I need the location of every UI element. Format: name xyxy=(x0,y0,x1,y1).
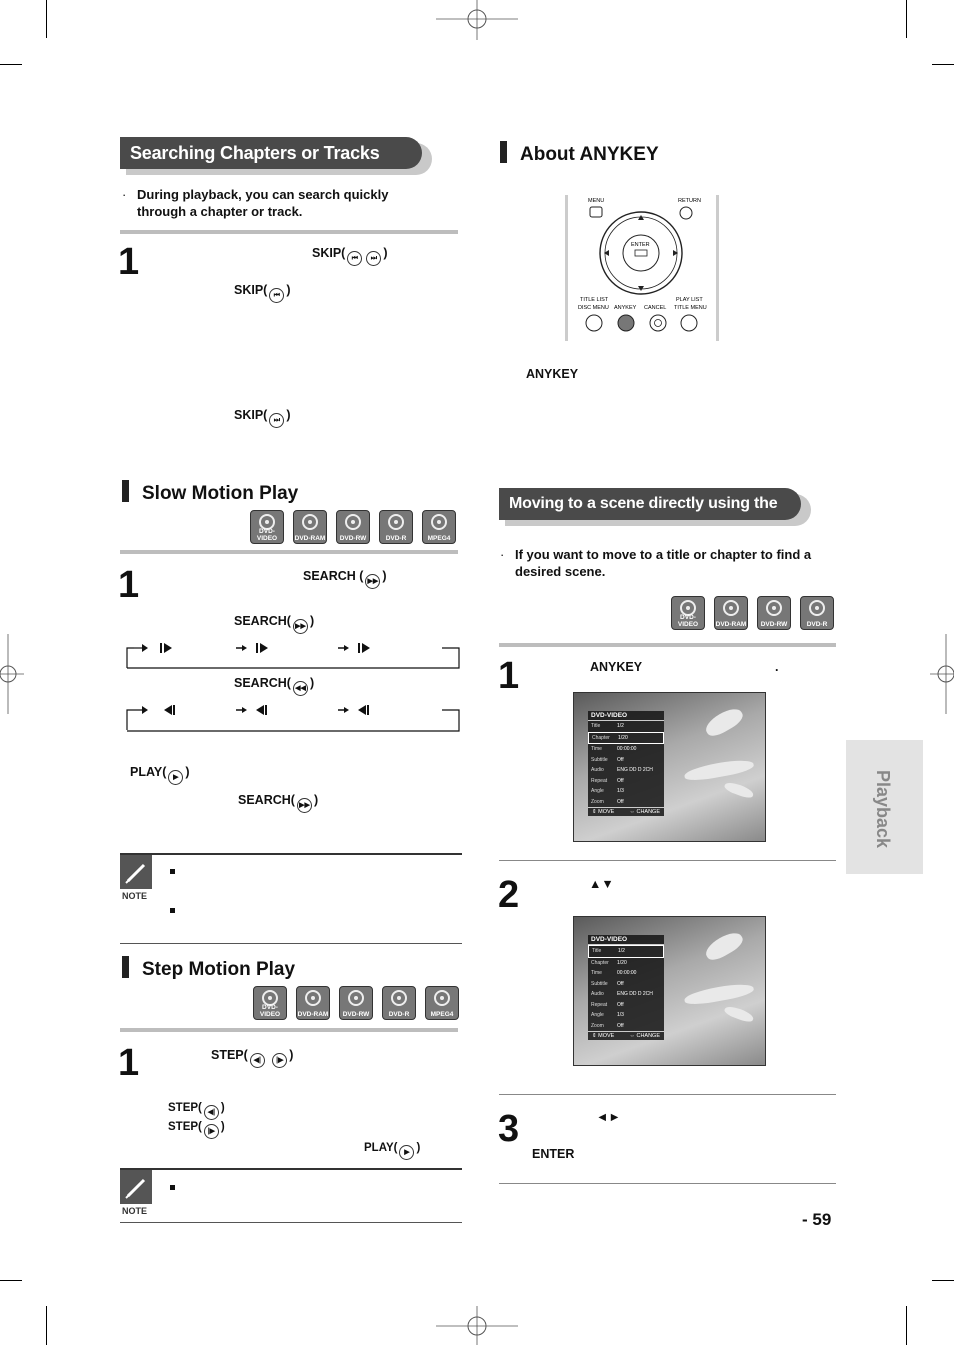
bullet-text: · During playback, you can search quickly through a chapter or track. xyxy=(122,187,389,219)
search-icon: ▶▶ xyxy=(297,798,312,813)
search-label: SEARCH ( ▶▶ ) xyxy=(303,569,387,589)
divider xyxy=(499,1094,836,1095)
skip-forward-icon: ⏭ xyxy=(269,413,284,428)
search-forward-icon: ▶▶ xyxy=(293,619,308,634)
disc-icon: MPEG4 xyxy=(422,510,456,544)
search-label: SEARCH( ◀◀ ) xyxy=(234,676,314,696)
step-label: STEP( |▶ ) xyxy=(168,1121,225,1139)
crop-mark xyxy=(0,1280,22,1281)
step-back-icon: ◀| xyxy=(204,1105,219,1120)
skip-back-icon: ⏮ xyxy=(347,251,362,266)
note-top-rule xyxy=(120,1168,462,1170)
disc-menu-text: DISC MENU xyxy=(578,305,609,311)
disc-icon: DVD-VIDEO xyxy=(253,986,287,1020)
note-bullet xyxy=(170,1185,175,1190)
disc-icons xyxy=(253,986,459,1020)
return-text: RETURN xyxy=(678,198,701,204)
step-number: 1 xyxy=(118,1042,140,1084)
step-number: 3 xyxy=(498,1108,520,1150)
section-title: Searching Chapters or Tracks xyxy=(120,137,422,169)
skip-forward-icon: ⏭ xyxy=(366,251,381,266)
enter-label: ENTER xyxy=(532,1147,575,1161)
disc-icon: DVD-RAM xyxy=(293,510,327,544)
anykey-label: ANYKEY xyxy=(526,367,579,381)
bullet-text: · If you want to move to a title or chapter to find a desired scene. xyxy=(500,547,812,579)
section-heading-step-motion: Step Motion Play xyxy=(122,956,295,981)
disc-icon: DVD-RAM xyxy=(714,596,748,630)
registration-mark-bottom xyxy=(436,1306,518,1345)
page-number: - 59 xyxy=(802,1210,832,1229)
search-label: SEARCH( ▶▶ ) xyxy=(238,793,318,813)
period: . xyxy=(775,660,779,674)
menu-text: MENU xyxy=(588,198,605,204)
disc-icon: DVD-VIDEO xyxy=(671,596,705,630)
note-label: NOTE xyxy=(122,1206,148,1216)
disc-icon: DVD-RAM xyxy=(296,986,330,1020)
disc-icons xyxy=(671,596,834,630)
title-menu-text: TITLE MENU xyxy=(674,305,707,311)
disc-icon: DVD-R xyxy=(379,510,413,544)
disc-icon: DVD-VIDEO xyxy=(250,510,284,544)
skip-label: SKIP( ⏮ ⏭ ) xyxy=(312,246,388,266)
disc-icon: DVD-R xyxy=(382,986,416,1020)
cancel-text: CANCEL xyxy=(644,305,667,311)
note-bottom-rule xyxy=(120,1222,462,1223)
note-label: NOTE xyxy=(122,891,148,901)
play-list-text: PLAY LIST xyxy=(676,297,703,303)
slow-reverse-sequence xyxy=(126,700,460,733)
divider xyxy=(499,1183,836,1184)
registration-mark-right xyxy=(930,634,954,714)
divider xyxy=(120,230,458,234)
crop-mark xyxy=(932,64,954,65)
anykey-text: ANYKEY xyxy=(614,305,637,311)
note-bullet xyxy=(170,869,175,874)
step-forward-icon: |▶ xyxy=(272,1053,287,1068)
play-label: PLAY( ▶ ) xyxy=(364,1142,420,1160)
left-right-arrows: ◄► xyxy=(596,1110,621,1124)
crop-mark xyxy=(906,1306,907,1345)
divider xyxy=(499,643,836,647)
divider xyxy=(120,1028,458,1032)
disc-icons xyxy=(250,510,456,544)
play-icon: ▶ xyxy=(168,770,183,785)
disc-icon: DVD-R xyxy=(800,596,834,630)
remote-illustration xyxy=(565,195,719,341)
tv-screen-1 xyxy=(573,692,766,842)
section-banner-moving-scene xyxy=(499,488,801,544)
note-icon xyxy=(120,855,152,889)
step-number: 1 xyxy=(498,655,520,697)
search-label: SEARCH( ▶▶ ) xyxy=(234,614,314,634)
step-forward-icon: |▶ xyxy=(204,1124,219,1139)
anykey-label: ANYKEY xyxy=(590,660,643,674)
up-down-arrows: ▲▼ xyxy=(589,877,614,891)
step-label: STEP( ◀| ) xyxy=(168,1102,225,1120)
section-heading-about-anykey: About ANYKEY xyxy=(500,141,659,166)
slow-forward-sequence xyxy=(126,638,460,670)
step-back-icon: ◀| xyxy=(250,1053,265,1068)
crop-mark xyxy=(46,0,47,38)
registration-mark-left xyxy=(0,634,24,714)
info-menu: DVD-VIDEO Title 1/2 Chapter 1/20 Time 00:00:00 Subtitle Off Audio ENG DD D 2CH Repeat Off Angle 1/3 Zoom Off ⇕ MOVE ⇔ CHANGE xyxy=(588,711,664,816)
crop-mark xyxy=(46,1306,47,1345)
step-label: STEP( ◀| |▶ ) xyxy=(211,1048,293,1068)
title-list-text: TITLE LIST xyxy=(580,297,609,303)
note-bullet xyxy=(170,908,175,913)
side-tab-playback: Playback xyxy=(846,740,923,874)
play-label: PLAY( ▶ ) xyxy=(130,765,190,785)
search-forward-icon: ▶▶ xyxy=(365,574,380,589)
disc-icon: DVD-RW xyxy=(336,510,370,544)
enter-text: ENTER xyxy=(631,242,650,248)
play-icon: ▶ xyxy=(399,1145,414,1160)
step-number: 1 xyxy=(118,564,140,606)
crop-mark xyxy=(932,1280,954,1281)
section-heading-slow-motion: Slow Motion Play xyxy=(122,480,298,505)
disc-icon: DVD-RW xyxy=(339,986,373,1020)
skip-back-icon: ⏮ xyxy=(269,288,284,303)
section-title: Moving to a scene directly using the ANYKEY xyxy=(499,488,801,520)
note-top-rule xyxy=(120,853,462,855)
step-number: 1 xyxy=(118,241,140,283)
note-icon xyxy=(120,1170,152,1204)
disc-icon: MPEG4 xyxy=(425,986,459,1020)
skip-label: SKIP( ⏭ ) xyxy=(234,408,291,428)
crop-mark xyxy=(0,64,22,65)
skip-label: SKIP( ⏮ ) xyxy=(234,283,291,303)
registration-mark-top xyxy=(436,0,518,40)
search-back-icon: ◀◀ xyxy=(293,681,308,696)
section-banner-searching xyxy=(120,137,422,169)
tv-screen-2 xyxy=(573,916,766,1066)
disc-icon: DVD-RW xyxy=(757,596,791,630)
note-bottom-rule xyxy=(120,943,462,944)
crop-mark xyxy=(906,0,907,38)
step-number: 2 xyxy=(498,874,520,916)
divider xyxy=(499,860,836,861)
info-menu: DVD-VIDEO Title 1/2 Chapter 1/20 Time 00:00:00 Subtitle Off Audio ENG DD D 2CH Repeat Off Angle 1/3 Zoom Off ⇕ MOVE ⇔ CHANGE xyxy=(588,935,664,1040)
divider xyxy=(120,550,458,554)
